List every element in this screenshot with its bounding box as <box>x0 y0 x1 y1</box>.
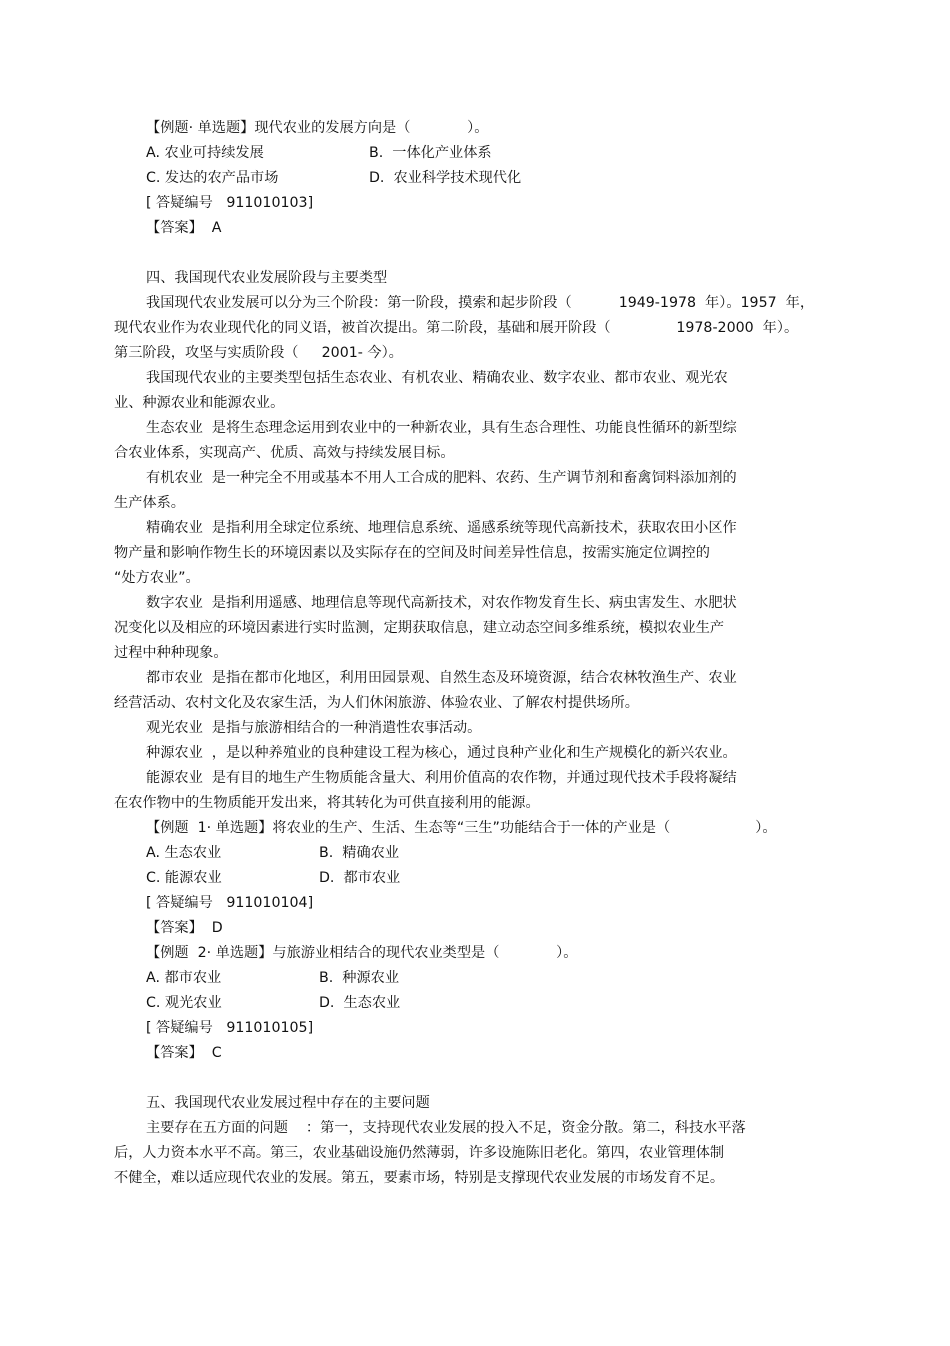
option-c: C. 观光农业 <box>146 995 222 1011</box>
question-stem: 【例题 1· 单选题】将农业的生产、生活、生态等“三生”功能结合于一体的产业是（ ）。 <box>146 820 777 836</box>
qa-id: [ 答疑编号 911010103] <box>146 195 314 211</box>
paragraph-line: “处方农业”。 <box>114 570 200 586</box>
option-b: B. 一体化产业体系 <box>369 145 492 161</box>
option-a: A. 生态农业 <box>146 845 222 861</box>
paragraph-line: 我国现代农业发展可以分为三个阶段：第一阶段，摸索和起步阶段（ 1949-1978 年）。1957 年， <box>146 295 815 311</box>
option-b: B. 精确农业 <box>319 845 400 861</box>
option-d: D. 农业科学技术现代化 <box>369 170 522 186</box>
question-stem: 【例题 2· 单选题】与旅游业相结合的现代农业类型是（ ）。 <box>146 945 578 961</box>
option-d: D. 生态农业 <box>319 995 401 1011</box>
option-c: C. 能源农业 <box>146 870 222 886</box>
paragraph-line: 在农作物中的生物质能开发出来，将其转化为可供直接利用的能源。 <box>114 795 540 811</box>
paragraph-line: 主要存在五方面的问题 ：第一，支持现代农业发展的投入不足，资金分散。第二，科技水平落 <box>146 1120 746 1136</box>
paragraph-line: 都市农业 是指在都市化地区，利用田园景观、自然生态及环境资源，结合农林牧渔生产、农业 <box>146 670 737 686</box>
qa-id: [ 答疑编号 911010104] <box>146 895 314 911</box>
question-stem: 【例题· 单选题】现代农业的发展方向是（ ）。 <box>146 120 489 136</box>
paragraph-line: 种源农业 ，是以种养殖业的良种建设工程为核心，通过良种产业化和生产规模化的新兴农业。 <box>146 745 737 761</box>
paragraph-line: 物产量和影响作物生长的环境因素以及实际存在的空间及时间差异性信息，按需实施定位调控的 <box>114 545 710 561</box>
option-d: D. 都市农业 <box>319 870 401 886</box>
answer: 【答案】 C <box>146 1045 222 1061</box>
paragraph-line: 况变化以及相应的环境因素进行实时监测，定期获取信息，建立动态空间多维系统，模拟农业生产 <box>114 620 725 636</box>
answer: 【答案】 D <box>146 920 223 936</box>
paragraph-line: 不健全，难以适应现代农业的发展。第五，要素市场，特别是支撑现代农业发展的市场发育不足。 <box>114 1170 725 1186</box>
paragraph-line: 有机农业 是一种完全不用或基本不用人工合成的肥料、农药、生产调节剂和畜禽饲料添加剂的 <box>146 470 737 486</box>
paragraph-line: 精确农业 是指利用全球定位系统、地理信息系统、遥感系统等现代高新技术，获取农田小区作 <box>146 520 737 536</box>
option-c: C. 发达的农产品市场 <box>146 170 279 186</box>
paragraph-line: 生产体系。 <box>114 495 185 511</box>
section-heading: 四、我国现代农业发展阶段与主要类型 <box>146 270 388 286</box>
paragraph-line: 我国现代农业的主要类型包括生态农业、有机农业、精确农业、数字农业、都市农业、观光农 <box>146 370 728 386</box>
paragraph-line: 观光农业 是指与旅游相结合的一种消遣性农事活动。 <box>146 720 482 736</box>
paragraph-line: 生态农业 是将生态理念运用到农业中的一种新农业，具有生态合理性、功能良性循环的新型综 <box>146 420 737 436</box>
paragraph-line: 第三阶段，攻坚与实质阶段（ 2001- 今）。 <box>114 345 403 361</box>
paragraph-line: 现代农业作为农业现代化的同义语，被首次提出。第二阶段，基础和展开阶段（ 1978-2000 年）。 <box>114 320 799 336</box>
paragraph-line: 合农业体系，实现高产、优质、高效与持续发展目标。 <box>114 445 455 461</box>
option-b: B. 种源农业 <box>319 970 400 986</box>
paragraph-line: 数字农业 是指利用遥感、地理信息等现代高新技术，对农作物发育生长、病虫害发生、水肥状 <box>146 595 737 611</box>
answer: 【答案】 A <box>146 220 222 236</box>
paragraph-line: 经营活动、农村文化及农家生活，为人们休闲旅游、体验农业、了解农村提供场所。 <box>114 695 639 711</box>
qa-id: [ 答疑编号 911010105] <box>146 1020 314 1036</box>
section-heading: 五、我国现代农业发展过程中存在的主要问题 <box>146 1095 430 1111</box>
paragraph-line: 后，人力资本水平不高。第三，农业基础设施仍然薄弱，许多设施陈旧老化。第四，农业管理体制 <box>114 1145 725 1161</box>
option-a: A. 农业可持续发展 <box>146 145 264 161</box>
paragraph-line: 过程中种种现象。 <box>114 645 228 661</box>
option-a: A. 都市农业 <box>146 970 222 986</box>
paragraph-line: 能源农业 是有目的地生产生物质能含量大、利用价值高的农作物，并通过现代技术手段将凝结 <box>146 770 737 786</box>
paragraph-line: 业、种源农业和能源农业。 <box>114 395 285 411</box>
